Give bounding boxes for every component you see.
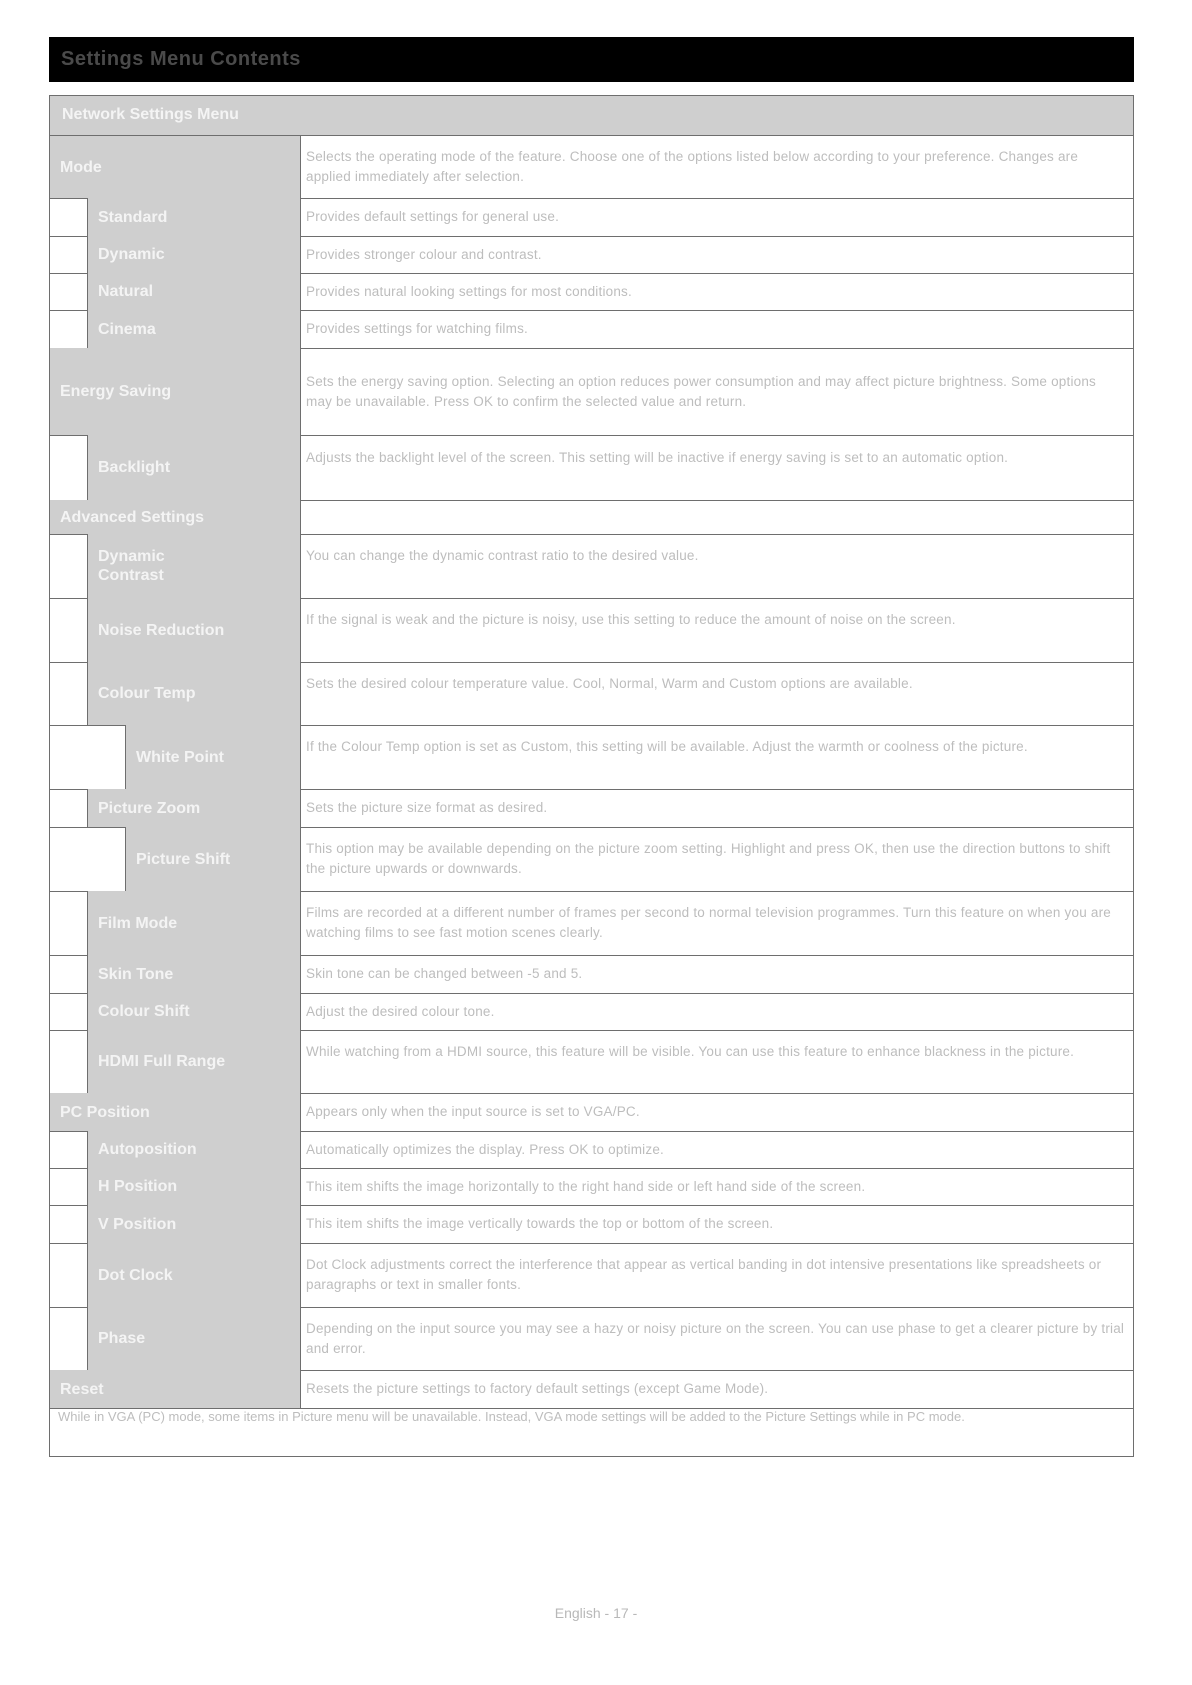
title-bar: [49, 37, 1134, 82]
row-label: PC Position: [60, 1103, 150, 1121]
row-label-cell: [87, 1168, 301, 1205]
section-header: [50, 96, 1133, 136]
page-title: Settings Menu Contents: [61, 48, 301, 70]
row-description: You can change the dynamic contrast ratio to the desired value.: [306, 548, 699, 563]
row-label-cell: [50, 500, 301, 534]
row-description: Adjust the desired colour tone.: [306, 1003, 495, 1019]
row-label-cell: [87, 993, 301, 1030]
row-description: While watching from a HDMI source, this feature will be visible. You can use this feature to enhance blackness in the picture.: [306, 1043, 1075, 1059]
row-label-cell: [50, 348, 301, 435]
row-description: Provides settings for watching films.: [306, 321, 528, 336]
row-label-cell: [50, 1370, 301, 1408]
row-label-cell: [87, 1243, 301, 1307]
row-label: Dynamic Contrast: [98, 548, 165, 584]
row-label: Standard: [98, 208, 168, 226]
row-description: This item shifts the image vertically towards the top or bottom of the screen.: [306, 1216, 774, 1231]
footnote: While in VGA (PC) mode, some items in Picture menu will be unavailable. Instead, VGA mode settings will be added to the Picture Settings while in PC mode.: [58, 1409, 965, 1424]
row-description: This item shifts the image horizontally to the right hand side or left hand side of the screen.: [306, 1178, 866, 1194]
row-description: Sets the desired colour temperature value. Cool, Normal, Warm and Custom options are available.: [306, 675, 913, 691]
row-label-cell: [87, 955, 301, 993]
row-label: White Point: [136, 748, 224, 766]
row-label-cell: [87, 1307, 301, 1370]
row-label-cell: [87, 236, 301, 273]
row-label-cell: [87, 662, 301, 725]
row-label-cell: [87, 1205, 301, 1243]
row-label-cell: [87, 310, 301, 348]
row-label: Colour Temp: [98, 685, 196, 702]
row-label: HDMI Full Range: [98, 1053, 226, 1070]
section-header-label: Network Settings Menu: [62, 106, 239, 123]
row-description: Provides natural looking settings for most conditions.: [306, 283, 632, 299]
row-label-cell: [87, 198, 301, 236]
row-label: Film Mode: [98, 914, 178, 932]
row-description: Dot Clock adjustments correct the interference that appear as vertical banding in dot intensive presentations like spreadsheets or paragraphs or text in smaller fonts.: [306, 1257, 1102, 1292]
row-label: Cinema: [98, 320, 156, 338]
row-description: If the Colour Temp option is set as Custom, this setting will be available. Adjust the warmth or coolness of the picture.: [306, 739, 1028, 754]
row-label: Picture Zoom: [98, 799, 201, 817]
row-description: If the signal is weak and the picture is noisy, use this setting to reduce the amount of noise on the screen.: [306, 612, 956, 627]
row-label: Autoposition: [98, 1141, 197, 1158]
row-description: Films are recorded at a different number of frames per second to normal television programmes. Turn this feature on when you are watching films to see fast motion scenes clearly.: [306, 905, 1111, 940]
row-description: This option may be available depending on the picture zoom setting. Highlight and press OK, then use the direction buttons to shift the picture upwards or downwards.: [306, 841, 1111, 876]
row-label-cell: [125, 725, 301, 789]
row-description: Appears only when the input source is set to VGA/PC.: [306, 1104, 640, 1119]
row-description: Resets the picture settings to factory default settings (except Game Mode).: [306, 1381, 769, 1396]
row-label: Mode: [60, 158, 102, 176]
row-label: Backlight: [98, 459, 171, 476]
row-label: V Position: [98, 1215, 177, 1233]
row-description: Adjusts the backlight level of the screen. This setting will be inactive if energy saving is set to an automatic option.: [306, 449, 1009, 465]
row-label-cell: [50, 1093, 301, 1131]
row-description: Selects the operating mode of the feature. Choose one of the options listed below according to your preference. Changes are applied immediately after selection.: [306, 149, 1079, 184]
row-label-cell: [87, 435, 301, 500]
row-description: Sets the energy saving option. Selecting an option reduces power consumption and may affect picture brightness. Some options may be unavailable. Press OK to confirm the selected value and return.: [306, 373, 1097, 409]
row-label-cell: [50, 136, 301, 198]
settings-table: [49, 95, 1134, 1457]
row-label-cell: [87, 1030, 301, 1093]
row-label: H Position: [98, 1178, 178, 1195]
row-label-cell: [87, 1131, 301, 1168]
row-label-cell: [87, 273, 301, 310]
row-description: Provides stronger colour and contrast.: [306, 246, 542, 262]
row-label: Reset: [60, 1380, 104, 1398]
row-label-cell: [125, 827, 301, 891]
row-description: Sets the picture size format as desired.: [306, 800, 548, 815]
row-label-cell: [87, 789, 301, 827]
row-label: Colour Shift: [98, 1003, 190, 1020]
row-description: Skin tone can be changed between -5 and 5.: [306, 966, 583, 981]
row-label: Dynamic: [98, 246, 165, 263]
row-label: Dot Clock: [98, 1266, 173, 1284]
row-label: Picture Shift: [136, 850, 231, 868]
row-description: Provides default settings for general use.: [306, 209, 560, 224]
row-label: Noise Reduction: [98, 621, 225, 639]
row-label-cell: [87, 598, 301, 662]
row-label-cell: [87, 534, 301, 598]
row-label: Natural: [98, 283, 154, 300]
row-description: Automatically optimizes the display. Press OK to optimize.: [306, 1141, 664, 1157]
row-label: Advanced Settings: [60, 508, 205, 526]
row-label-cell: [87, 891, 301, 955]
page-number: English - 17 -: [554, 1605, 638, 1621]
row-label: Skin Tone: [98, 965, 174, 983]
row-description: Depending on the input source you may see a hazy or noisy picture on the screen. You can use phase to get a clearer picture by trial and error.: [306, 1320, 1125, 1356]
row-label: Phase: [98, 1330, 146, 1347]
row-label: Energy Saving: [60, 383, 172, 400]
